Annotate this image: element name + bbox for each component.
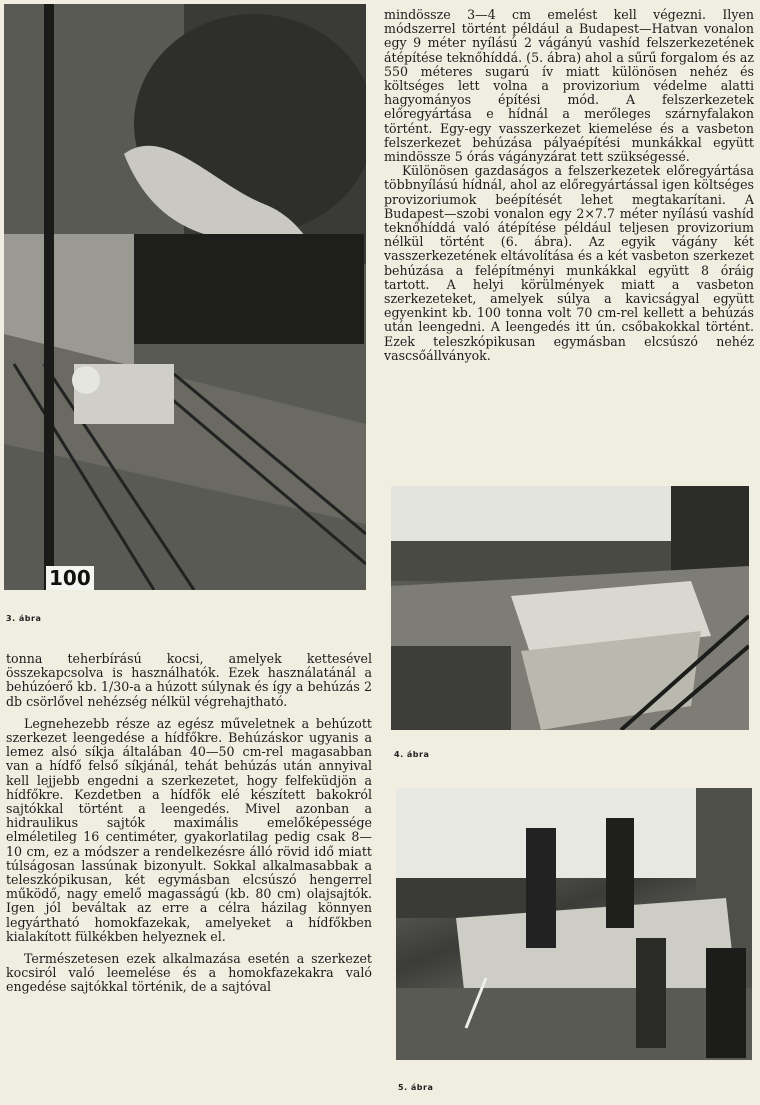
figure-5-caption: 5. ábra xyxy=(398,1083,434,1092)
figure-4-caption: 4. ábra xyxy=(394,750,430,759)
figure-5-photo xyxy=(396,788,752,1060)
track-sign-100: 100 xyxy=(46,566,94,590)
paragraph: tonna teherbírású kocsi, amelyek kettesével összekapcsolva is használhatók. Ezek használatánál a behúzóerő kb. 1/30-a a húzott súlynak és így a behúzás 2 db csörlővel nehézség nélkül végrehajtható. xyxy=(6,651,372,709)
paragraph: Legnehezebb része az egész műveletnek a behúzott szerkezet leengedése a hídfőkre. Behúzáskor ugyanis a lemez alsó síkja általában 40—50 cm-rel magasabban van a hídfő felső síkjánál, tehát behúzás után annyival kell lejjebb engedni a szerkezetet, hogy felfeküdjön a hídfőkre. Kezdetben a hídfők elé készített bakokról sajtókkal történt a leengedés. Mivel azonban a hidraulikus sajtók maximális emelőképessége elméletileg 16 centiméter, gyakorlatilag pedig csak 8—10 cm, ez a módszer a rendelkezésre álló rövid idő miatt túlságosan lassúnak bizonyult. Sokkal alkalmasabbak a teleszkópikusan, két egymásban elcsúszó hengerrel működő, nagy emelő magasságú (kb. 80 cm) olajsajtók. Igen jól beváltak az erre a célra házilag könnyen legyártható homokfazekak, amelyeket a hídfőkben kialakított fülkékben helyeznek el. xyxy=(6,715,372,944)
paragraph: Különösen gazdaságos a felszerkezetek előregyártása többnyílású hídnál, ahol az előregyártással igen költséges provizoriumok beépítését lehet megtakarítani. A Budapest—szobi vonalon egy 2×7.7 méter nyílású vashíd teknőhíddá való átépítése például teljesen provizorium nélkül történt (6. ábra). Az egyik vágány két vasszerkezetének eltávolítása és a két vasbeton szerkezet behúzása a felépítményi munkákkal együtt 8 óráig tartott. A helyi körülmények miatt a vasbeton szerkezeteket, amelyek súlya a kavicságyal együtt egyenkint kb. 100 tonna volt 70 cm-rel kellett a behúzás után leengedni. A leengedés itt ún. csőbakokkal történt. Ezek teleszkópikusan egymásban elcsúszó nehéz vascsőállványok. xyxy=(384,163,754,363)
paragraph: Természetesen ezek alkalmazása esetén a szerkezet kocsiról való leemelése és a homokfazekakra való engedése sajtókkal történik, de a sajtóval xyxy=(6,951,372,995)
figure-3-photo xyxy=(4,4,366,590)
paragraph: mindössze 3—4 cm emelést kell végezni. Ilyen módszerrel történt például a Budapest—Hatvan vonalon egy 9 méter nyílású 2 vágányú vashíd felszerkezetének átépítése teknőhíddá. (5. ábra) ahol a sűrű forgalom és az 550 méteres sugarú ív miatt különösen nehéz és költséges lett volna a provizorium védelme alatti hagyományos építési mód. A felszerkezetek előregyártása e hídnál a merőleges szárnyfalakon történt. Egy-egy vasszerkezet kiemelése és a vasbeton felszerkezet behúzása pályaépítési munkákkal együtt mindössze 5 órás vágányzárat tett szükségessé. xyxy=(384,7,755,165)
left-column-text xyxy=(6,652,372,1102)
figure-3-caption: 3. ábra xyxy=(6,614,42,623)
right-column-text xyxy=(384,8,754,468)
figure-4-photo xyxy=(391,486,749,730)
